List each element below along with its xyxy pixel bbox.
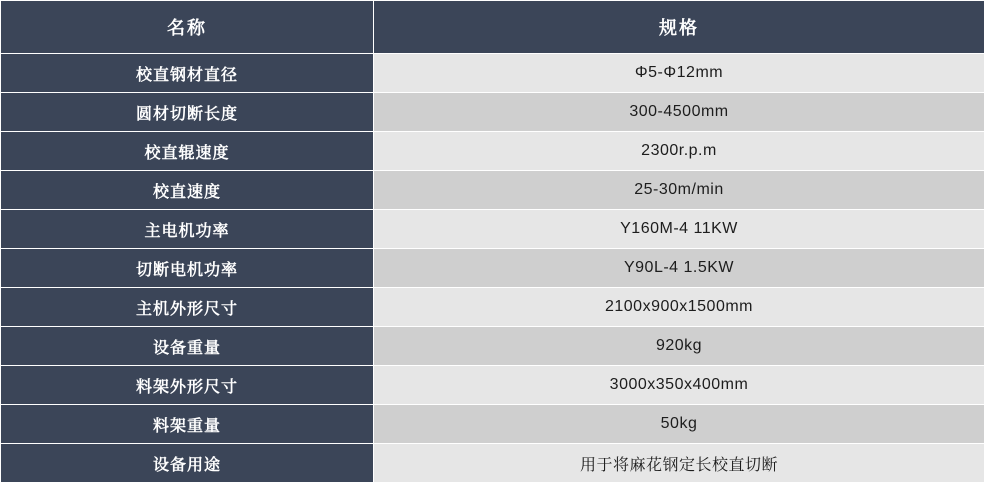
row-name-cell: 设备重量 [1, 327, 374, 366]
table-row [1, 210, 984, 249]
row-value-cell: Y90L-4 1.5KW [374, 249, 984, 288]
table-row [1, 54, 984, 93]
table-row [1, 93, 984, 132]
row-name-cell: 圆材切断长度 [1, 93, 374, 132]
row-value-cell: 用于将麻花钢定长校直切断 [374, 444, 984, 483]
column-header-spec: 规格 [374, 1, 984, 54]
row-value-cell: 25-30m/min [374, 171, 984, 210]
row-name-cell: 主机外形尺寸 [1, 288, 374, 327]
row-value-cell: 3000x350x400mm [374, 366, 984, 405]
row-value-cell: Y160M-4 11KW [374, 210, 984, 249]
table-row [1, 327, 984, 366]
row-value-cell: 2100x900x1500mm [374, 288, 984, 327]
row-value-cell: 2300r.p.m [374, 132, 984, 171]
row-name-cell: 切断电机功率 [1, 249, 374, 288]
row-name-cell: 料架重量 [1, 405, 374, 444]
table-row [1, 288, 984, 327]
row-value-cell: Φ5-Φ12mm [374, 54, 984, 93]
row-value-cell: 300-4500mm [374, 93, 984, 132]
row-value-cell: 50kg [374, 405, 984, 444]
table-row [1, 249, 984, 288]
table-row [1, 132, 984, 171]
row-name-cell: 校直速度 [1, 171, 374, 210]
row-name-cell: 料架外形尺寸 [1, 366, 374, 405]
row-name-cell: 校直钢材直径 [1, 54, 374, 93]
table-header [1, 1, 984, 54]
row-name-cell: 主电机功率 [1, 210, 374, 249]
row-name-cell: 设备用途 [1, 444, 374, 483]
row-value-cell: 920kg [374, 327, 984, 366]
column-header-name: 名称 [1, 1, 374, 54]
table-header-row [1, 1, 984, 54]
table-row [1, 444, 984, 483]
table-row [1, 366, 984, 405]
table-row [1, 171, 984, 210]
row-name-cell: 校直辊速度 [1, 132, 374, 171]
table-row [1, 405, 984, 444]
table-body [1, 54, 984, 483]
